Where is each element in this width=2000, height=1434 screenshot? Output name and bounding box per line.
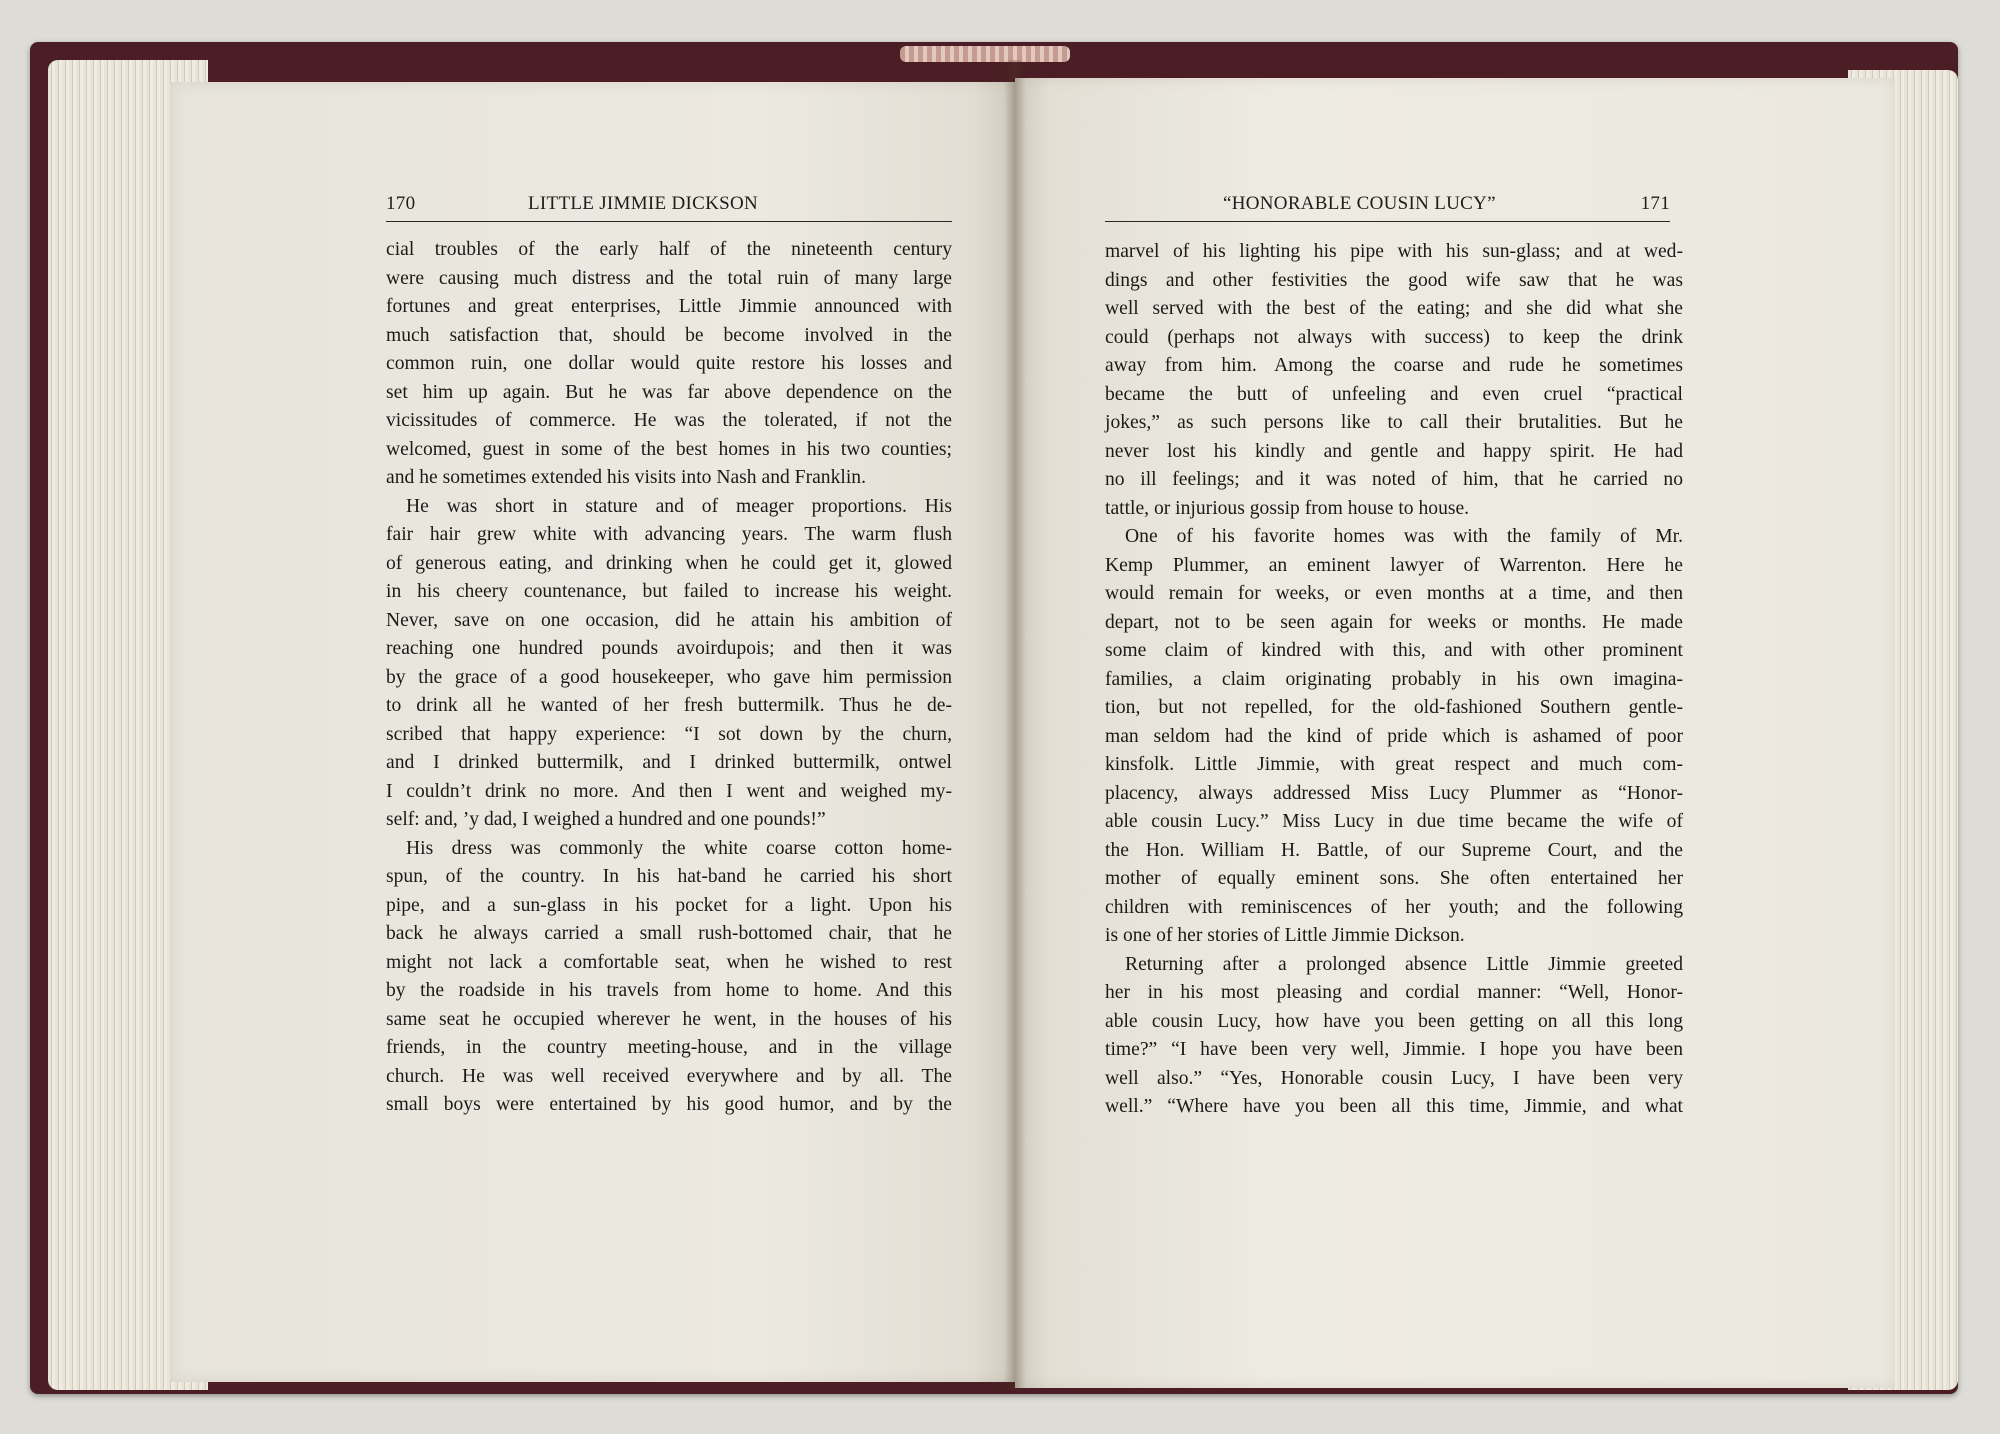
text-line: dings and other festivities the good wife saw that he was [1105, 269, 1683, 291]
text-line: to drink all he wanted of her fresh buttermilk. Thus he de- [386, 695, 952, 716]
text-line: spun, of the country. In his hat-band he carried his short [386, 866, 952, 887]
text-line: mother of equally eminent sons. She often entertained her [1105, 868, 1683, 889]
text-line: same seat he occupied wherever he went, in the houses of his [386, 1008, 952, 1030]
text-line: could (perhaps not always with success) to keep the drink [1105, 326, 1683, 348]
text-line: tion, but not repelled, for the old-fashioned Southern gentle- [1105, 697, 1683, 718]
left-running-title: LITTLE JIMMIE DICKSON [528, 193, 759, 214]
text-line: self: and, ’y dad, I weighed a hundred and one pounds!” [386, 809, 826, 830]
text-line: never lost his kindly and gentle and happy spirit. He had [1105, 440, 1683, 462]
left-running-head [386, 193, 952, 222]
text-line: time?” “I have been very well, Jimmie. I hope you have been [1105, 1039, 1683, 1060]
right-page-body [1105, 238, 1683, 1122]
text-line: well also.” “Yes, Honorable cousin Lucy, I have been very [1105, 1067, 1683, 1089]
text-line: church. He was well received everywhere and by all. The [386, 1065, 952, 1087]
text-line: and he sometimes extended his visits into Nash and Franklin. [386, 467, 866, 488]
text-line: One of his favorite homes was with the family of Mr. [1125, 526, 1683, 547]
text-line: able cousin Lucy, how have you been getting on all this long [1105, 1010, 1683, 1032]
text-line: by the roadside in his travels from home to home. And this [386, 980, 952, 1001]
text-line: small boys were entertained by his good humor, and by the [386, 1094, 952, 1115]
text-line: pipe, and a sun-glass in his pocket for a light. Upon his [386, 894, 952, 916]
text-line: by the grace of a good housekeeper, who gave him permission [386, 666, 952, 688]
text-line: marvel of his lighting his pipe with his sun-glass; and at wed- [1105, 241, 1683, 262]
text-line: man seldom had the kind of pride which is ashamed of poor [1105, 725, 1683, 747]
text-line: families, a claim originating probably in his own imagina- [1105, 668, 1683, 690]
text-line: friends, in the country meeting-house, and in the village [386, 1037, 952, 1058]
text-line: her in his most pleasing and cordial manner: “Well, Honor- [1105, 982, 1683, 1003]
spine-binding-thread [900, 46, 1070, 62]
text-line: in his cheery countenance, but failed to increase his weight. [386, 581, 952, 602]
text-line: is one of her stories of Little Jimmie Dickson. [1105, 925, 1465, 946]
text-line: Never, save on one occasion, did he attain his ambition of [386, 609, 952, 631]
text-line: vicissitudes of commerce. He was the tolerated, if not the [386, 410, 952, 431]
text-line: He was short in stature and of meager proportions. His [406, 495, 952, 517]
text-line: cial troubles of the early half of the nineteenth century [386, 239, 952, 260]
text-line: scribed that happy experience: “I sot down by the churn, [386, 723, 952, 745]
text-line: able cousin Lucy.” Miss Lucy in due time became the wife of [1105, 811, 1683, 832]
text-line: Returning after a prolonged absence Little Jimmie greeted [1125, 953, 1683, 975]
text-line: back he always carried a small rush-bottomed chair, that he [386, 923, 952, 944]
text-line: jokes,” as such persons like to call their brutalities. But he [1105, 412, 1683, 433]
text-line: placency, always addressed Miss Lucy Plummer as “Honor- [1105, 782, 1683, 804]
text-line: reaching one hundred pounds avoirdupois; and then it was [386, 638, 952, 659]
text-line: some claim of kindred with this, and with other prominent [1105, 640, 1683, 661]
text-line: Kemp Plummer, an eminent lawyer of Warrenton. Here he [1105, 554, 1683, 576]
text-line: would remain for weeks, or even months at a time, and then [1105, 583, 1683, 604]
right-running-head [1105, 193, 1670, 222]
text-line: might not lack a comfortable seat, when he wished to rest [386, 951, 952, 973]
text-line: common ruin, one dollar would quite restore his losses and [386, 353, 952, 374]
left-page-body [386, 236, 952, 1120]
right-running-title: “HONORABLE COUSIN LUCY” [1223, 193, 1496, 214]
text-line: set him up again. But he was far above dependence on the [386, 381, 952, 403]
text-line: fortunes and great enterprises, Little Jimmie announced with [386, 296, 952, 317]
text-line: depart, not to be seen again for weeks or months. He made [1105, 611, 1683, 633]
text-line: the Hon. William H. Battle, of our Supreme Court, and the [1105, 839, 1683, 861]
text-line: I couldn’t drink no more. And then I went and weighed my- [386, 780, 952, 802]
text-line: no ill feelings; and it was noted of him, that he carried no [1105, 469, 1683, 490]
text-line: fair hair grew white with advancing years. The warm flush [386, 524, 952, 545]
right-page-number: 171 [1640, 193, 1670, 214]
text-line: and I drinked buttermilk, and I drinked buttermilk, ontwel [386, 752, 952, 773]
text-line: well served with the best of the eating; and she did what she [1105, 298, 1683, 319]
text-line: away from him. Among the coarse and rude he sometimes [1105, 355, 1683, 376]
text-line: welcomed, guest in some of the best homes in his two counties; [386, 438, 952, 460]
book-gutter [1004, 60, 1026, 1390]
text-line: kinsfolk. Little Jimmie, with great respect and much com- [1105, 754, 1683, 775]
text-line: well.” “Where have you been all this time, Jimmie, and what [1105, 1096, 1683, 1117]
text-line: children with reminiscences of her youth; and the following [1105, 896, 1683, 918]
text-line: were causing much distress and the total ruin of many large [386, 267, 952, 289]
text-line: much satisfaction that, should be become involved in the [386, 324, 952, 346]
text-line: tattle, or injurious gossip from house to house. [1105, 497, 1470, 519]
text-line: became the butt of unfeeling and even cruel “practical [1105, 383, 1683, 405]
text-line: of generous eating, and drinking when he could get it, glowed [386, 552, 952, 574]
left-page-number: 170 [386, 193, 416, 214]
text-line: His dress was commonly the white coarse cotton home- [406, 837, 952, 859]
